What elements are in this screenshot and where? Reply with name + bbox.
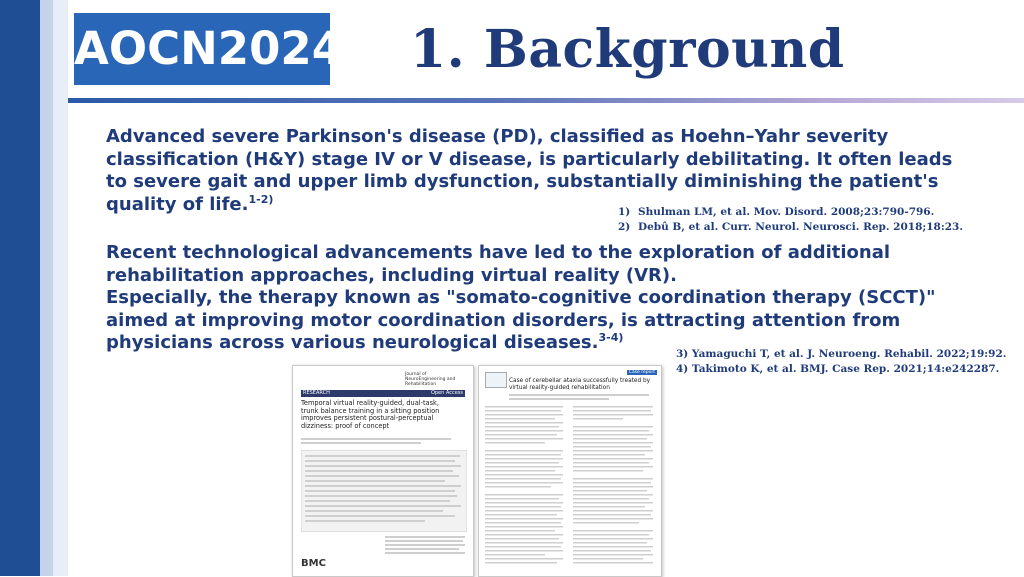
- paragraph-2-line-1: Recent technological advancements have led to the exploration of additional rehabilitation approaches, including virtual reality (VR).: [106, 242, 891, 286]
- slide-title: 1. Background: [410, 19, 845, 80]
- reference-item: [618, 220, 963, 235]
- text-line: [305, 505, 461, 507]
- text-line: [305, 490, 455, 492]
- text-line: [305, 465, 461, 467]
- case-report-badge: Case report: [628, 370, 655, 375]
- citation-3-4: 3-4): [598, 331, 624, 344]
- research-banner: [301, 390, 465, 397]
- references-3-4: [676, 347, 1006, 377]
- abstract-box: [301, 450, 467, 532]
- left-stripe-dark: [0, 0, 40, 576]
- right-text-column: [573, 406, 655, 572]
- text-line: [305, 485, 461, 487]
- text-line: [305, 500, 450, 502]
- text-line: [385, 540, 463, 542]
- text-line: [305, 460, 455, 462]
- paper-thumbnail-2: [478, 365, 662, 577]
- author-line: [509, 394, 649, 396]
- left-stripe-mid: [40, 0, 53, 576]
- reference-item: 3) Yamaguchi T, et al. J. Neuroeng. Rehabil. 2022;19:92.: [676, 348, 1007, 360]
- citation-1-2: 1-2): [248, 192, 274, 206]
- text-line: [305, 470, 453, 472]
- text-line: [305, 515, 455, 517]
- aocn-logo: AOCN2024: [74, 13, 330, 85]
- research-tag: RESEARCH: [303, 390, 330, 396]
- paragraph-1-text: Advanced severe Parkinson's disease (PD), classified as Hoehn–Yahr severity classification (H&Y) stage IV or V disease, is particularly debilitating. It often leads to severe gait and upper limb dysfunction, substantially diminishing the patient's quality of life.: [106, 126, 953, 215]
- text-line: [305, 475, 459, 477]
- text-line: [305, 510, 443, 512]
- open-access-badge: Open Access: [430, 390, 463, 396]
- background-paragraph-2: [106, 242, 986, 355]
- text-line: [385, 552, 465, 554]
- author-line: [301, 438, 451, 440]
- author-line: [509, 398, 609, 400]
- text-line: [385, 536, 465, 538]
- journal-name: Journal of NeuroEngineering and Rehabilitation: [405, 372, 456, 387]
- publisher-logo: BMC: [301, 558, 326, 569]
- paper-title: Case of cerebellar ataxia successfully treated by virtual reality-guided rehabilitation: [509, 378, 651, 391]
- author-line: [301, 442, 421, 444]
- reference-item: 4) Takimoto K, et al. BMJ. Case Rep. 2021;14:e242287.: [676, 363, 1000, 375]
- title-underline: [68, 98, 1024, 103]
- text-line: [305, 520, 425, 522]
- paper-thumbnail-1: [292, 365, 474, 577]
- reference-text: Debû B, et al. Curr. Neurol. Neurosci. Rep. 2018;18:23.: [638, 221, 964, 233]
- background-paragraph-1: [106, 126, 976, 216]
- journal-logo-icon: [485, 372, 507, 388]
- left-text-column: [485, 406, 565, 572]
- paragraph-2-line-2: Especially, the therapy known as "somato-cognitive coordination therapy (SCCT)" aimed at improving motor coordination disorders, is attracting attention from physicians across various neurological diseases.: [106, 287, 936, 353]
- text-line: [385, 544, 465, 546]
- paper-title: Temporal virtual reality-guided, dual-task, trunk balance training in a sitting position improves persistent postural-perceptual dizziness: proof of concept: [301, 399, 440, 430]
- text-line: [305, 495, 457, 497]
- text-line: [385, 548, 459, 550]
- reference-number: 1): [618, 206, 631, 218]
- left-stripe-light: [53, 0, 68, 576]
- references-1-2: [618, 205, 963, 235]
- text-line: [305, 455, 460, 457]
- text-line: [305, 480, 445, 482]
- reference-text: Shulman LM, et al. Mov. Disord. 2008;23:790-796.: [638, 206, 935, 218]
- reference-number: 2): [618, 221, 631, 233]
- reference-item: [618, 205, 963, 220]
